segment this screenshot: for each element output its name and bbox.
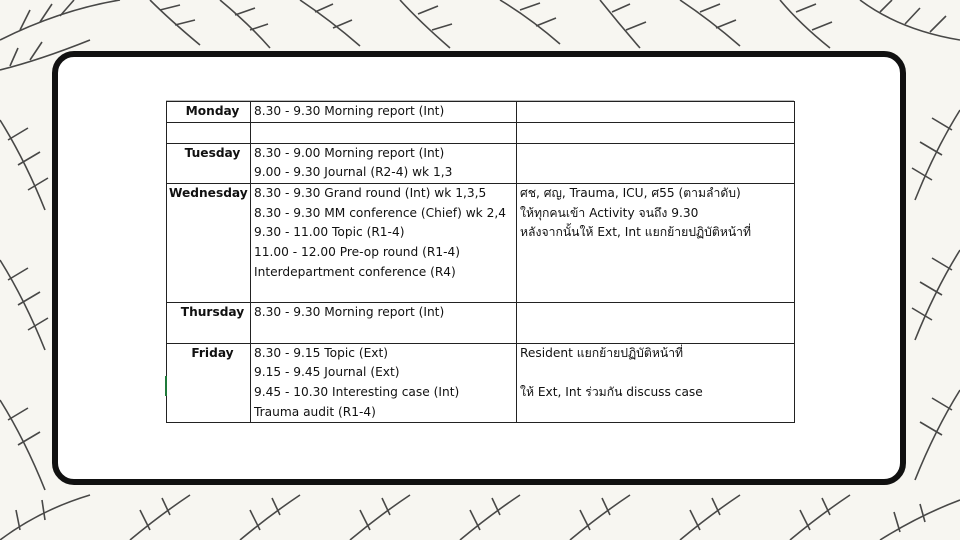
day-label: Wednesday [169, 186, 248, 201]
notes-cell [517, 343, 795, 423]
day-cell [167, 143, 251, 183]
activity-line: 8.30 - 9.30 MM conference (Chief) wk 2,4 [254, 205, 506, 220]
notes-cell [517, 102, 795, 123]
note-line: ให้ Ext, Int ร่วมกัน discuss case [520, 384, 703, 399]
note-line [517, 363, 794, 383]
day-label: Thursday [180, 305, 245, 320]
blank-line [251, 323, 516, 343]
activities-cell [251, 184, 517, 303]
activities-cell [251, 303, 517, 343]
day-cell [167, 303, 251, 343]
day-cell [167, 343, 251, 423]
notes-cell [517, 184, 795, 303]
table-row-thursday [167, 303, 795, 343]
table-row-friday [167, 343, 795, 423]
day-label: Friday [191, 345, 234, 360]
activities-cell [251, 143, 517, 183]
activities-cell [251, 102, 517, 123]
note-line: หลังจากนั้นให้ Ext, Int แยกย้ายปฏิบัติหน้าที่ [520, 225, 752, 240]
note-line: ศช, ศญ, Trauma, ICU, ศ55 (ตามลำดับ) [520, 186, 741, 201]
day-cell [167, 102, 251, 123]
cell-selection-marker [165, 376, 167, 396]
activity-line: Trauma audit (R1-4) [254, 404, 376, 419]
activity-line: 9.15 - 9.45 Journal (Ext) [254, 365, 400, 380]
day-cell [167, 184, 251, 303]
activity-line: 9.00 - 9.30 Journal (R2-4) wk 1,3 [254, 165, 453, 180]
activity-line: 9.45 - 10.30 Interesting case (Int) [254, 384, 460, 399]
blank-line [251, 283, 516, 303]
day-label: Tuesday [184, 145, 241, 160]
activity-line: 8.30 - 9.00 Morning report (Int) [254, 145, 445, 160]
table-row-wednesday [167, 184, 795, 303]
day-label: Monday [185, 104, 240, 118]
activity-line: 8.30 - 9.30 Morning report (Int) [254, 104, 445, 118]
table-row-monday [167, 102, 795, 123]
activity-line: Interdepartment conference (R4) [254, 264, 456, 279]
activity-line: 8.30 - 9.15 Topic (Ext) [254, 345, 389, 360]
spacer-row [167, 122, 795, 143]
activities-cell [251, 343, 517, 423]
notes-cell [517, 143, 795, 183]
note-line: ให้ทุกคนเข้า Activity จนถึง 9.30 [520, 205, 699, 220]
activity-line: 8.30 - 9.30 Grand round (Int) wk 1,3,5 [254, 186, 487, 201]
note-line: Resident แยกย้ายปฏิบัติหน้าที่ [520, 345, 684, 360]
activity-line: 11.00 - 12.00 Pre-op round (R1-4) [254, 245, 461, 260]
activity-line: 8.30 - 9.30 Morning report (Int) [254, 305, 445, 320]
activity-line: 9.30 - 11.00 Topic (R1-4) [254, 225, 405, 240]
table-row-tuesday [167, 143, 795, 183]
weekly-schedule-table [166, 101, 795, 423]
notes-cell [517, 303, 795, 343]
